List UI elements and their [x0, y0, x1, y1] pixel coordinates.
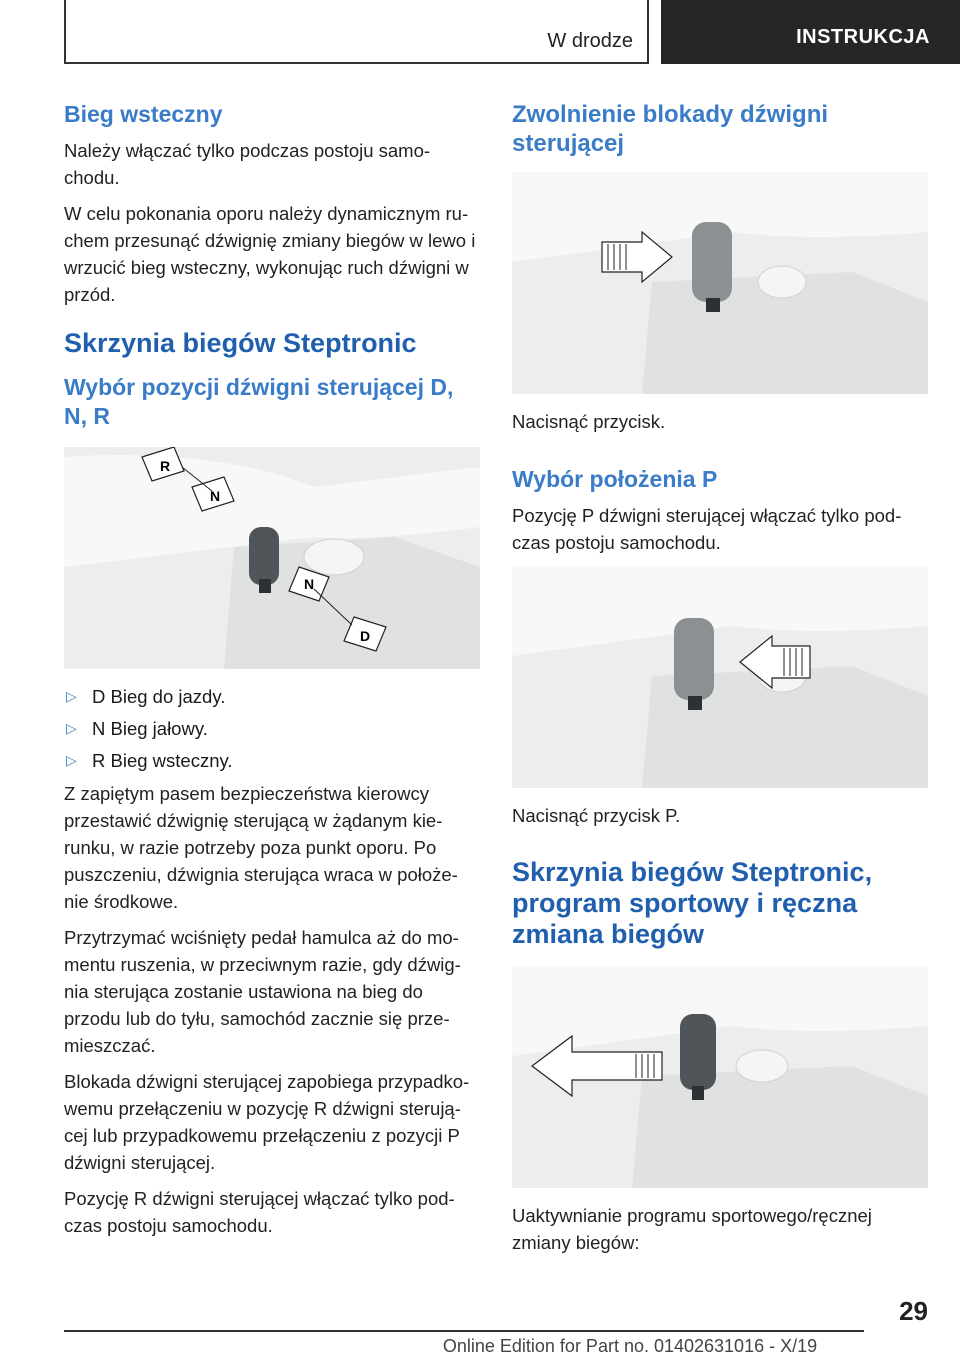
gear-list-item — [64, 683, 480, 710]
footer-divider — [64, 1330, 864, 1332]
page-number: 29 — [899, 1296, 928, 1326]
figure-unlock-button — [512, 172, 928, 394]
figure-label-r: R — [160, 458, 171, 474]
figure-selector-dnr — [64, 447, 480, 669]
triangle-bullet-icon: ▷ — [66, 720, 77, 736]
edition-note: Online Edition for Part no. 01402631016 - X/19 — [442, 1336, 818, 1356]
brake-paragraph: Przytrzymać wciśnięty pedał hamulca aż do mo-mentu ruszenia, w przeciwnym razie, gdy dźwig-nia sterująca zostanie ustawiona na bieg do przodu lub do tyłu, samochód zacznie się prze-mieszczać. — [64, 927, 461, 1056]
header-chapter-tab — [661, 0, 960, 64]
reverse-paragraph-1: Należy włączać tylko podczas postoju samo-chodu. — [64, 140, 431, 188]
unlock-caption: Nacisnąć przycisk. — [512, 411, 666, 432]
heading-unlock-selector: Zwolnienie blokady dźwigni sterującej — [512, 101, 829, 157]
heading-reverse-gear: Bieg wsteczny — [64, 101, 223, 127]
gear-list — [64, 683, 480, 774]
reverse-paragraph-2: W celu pokonania oporu należy dynamicznym ru-chem przesunąć dźwignię zmiany biegów w lewo i wrzucić bieg wsteczny, wykonując ruch dźwigni w przód. — [64, 203, 476, 305]
belt-paragraph: Z zapiętym pasem bezpieczeństwa kierowcy przestawić dźwignię sterującą w żądanym kie-runku, w razie potrzeby poza punkt oporu. Po puszczeniu, dźwignia sterująca wraca w położe-nie środkowe. — [64, 783, 458, 912]
lock-paragraph: Blokada dźwigni sterującej zapobiega przypadko-wemu przełączeniu w pozycję R dźwigni sterują-cej lub przypadkowemu przełączeniu z pozycji P dźwigni sterującej. — [64, 1071, 470, 1173]
heading-steptronic: Skrzynia biegów Steptronic — [64, 328, 417, 358]
figure-label-d: D — [360, 628, 371, 644]
gear-list-item — [64, 715, 480, 742]
gear-item-text: R Bieg wsteczny. — [92, 750, 233, 771]
reverse-stationary-paragraph: Pozycję R dźwigni sterującej włączać tylko pod-czas postoju samochodu. — [64, 1188, 455, 1236]
sport-caption: Uaktywnianie programu sportowego/ręcznej zmiany biegów: — [512, 1205, 872, 1253]
heading-sport-program: Skrzynia biegów Steptronic, program sportowy i ręczna zmiana biegów — [512, 857, 873, 949]
figure-label-n-upper: N — [210, 488, 221, 504]
gear-item-text: N Bieg jałowy. — [92, 718, 208, 739]
p-caption: Nacisnąć przycisk P. — [512, 805, 681, 826]
heading-selector-position: Wybór pozycji dźwigni sterującej D, N, R — [64, 374, 454, 429]
header-chapter-label: INSTRUKCJA — [796, 25, 930, 48]
figure-sport-mode — [512, 966, 928, 1188]
gear-list-item — [64, 747, 480, 774]
figure-p-button — [512, 566, 928, 788]
right-column — [512, 100, 928, 1265]
p-paragraph: Pozycję P dźwigni sterującej włączać tylko pod-czas postoju samochodu. — [512, 505, 902, 553]
left-column — [64, 100, 480, 1248]
triangle-bullet-icon: ▷ — [66, 688, 77, 704]
figure-label-n-lower: N — [304, 576, 315, 592]
header-section-box — [64, 0, 649, 64]
header-section-title: W drodze — [547, 30, 633, 52]
triangle-bullet-icon: ▷ — [66, 752, 77, 768]
gear-item-text: D Bieg do jazdy. — [92, 686, 226, 707]
heading-select-p: Wybór położenia P — [512, 466, 718, 492]
